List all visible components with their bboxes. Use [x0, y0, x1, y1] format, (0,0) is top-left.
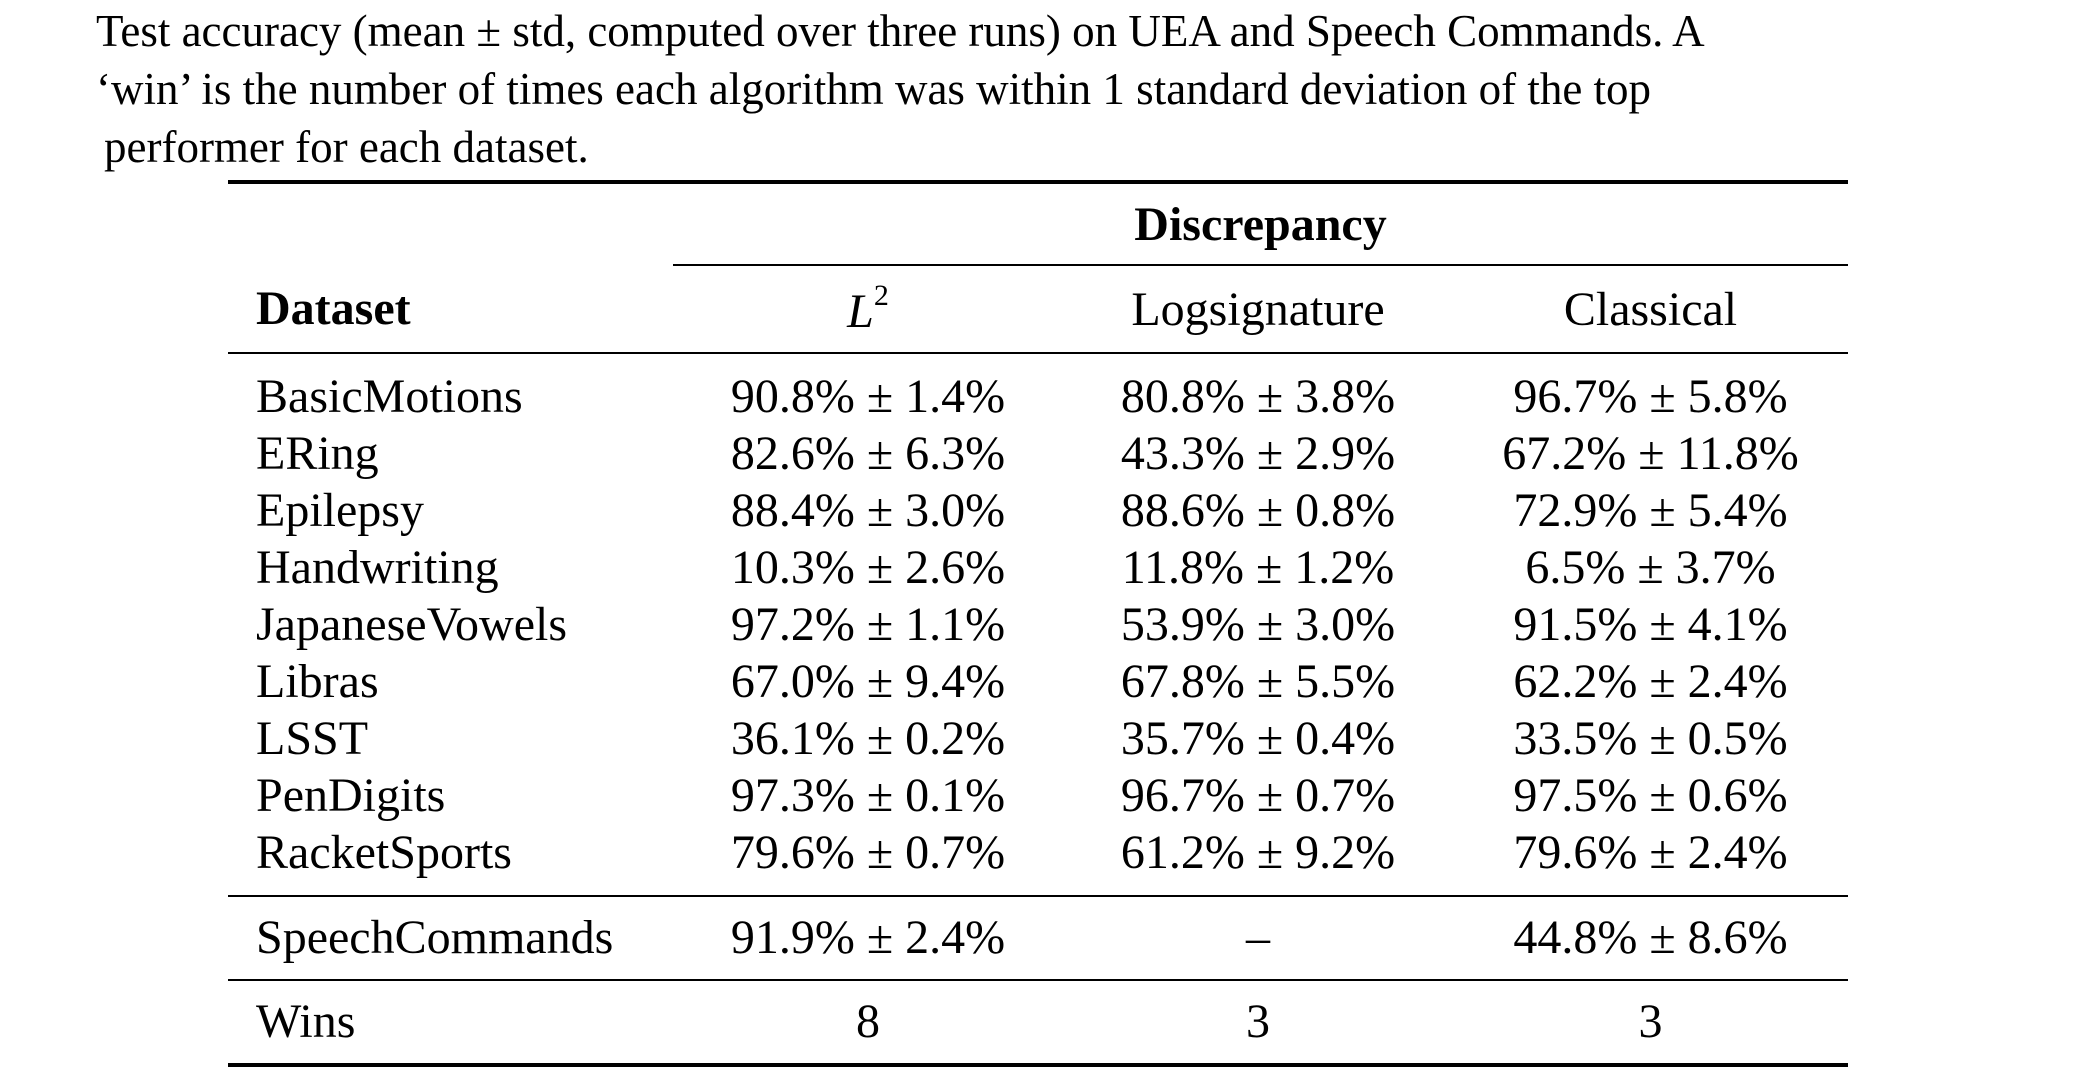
caption-line-2: ‘win’ is the number of times each algorithm was within 1 standard deviation of the top — [96, 64, 1652, 114]
dataset-name: RacketSports — [256, 826, 512, 879]
table-row — [228, 425, 1848, 482]
logsig-value: 96.7% ± 0.7% — [1120, 769, 1396, 822]
dataset-name: PenDigits — [256, 769, 446, 822]
table-row — [228, 653, 1848, 710]
classical-value: 62.2% ± 2.4% — [1513, 655, 1788, 708]
l2-header — [673, 265, 1063, 353]
dataset-name: Libras — [256, 655, 379, 708]
logsig-value: 67.8% ± 5.5% — [1120, 655, 1396, 708]
logsig-value: – — [1063, 896, 1453, 980]
table-row — [228, 767, 1848, 824]
discrepancy-header: Discrepancy — [673, 182, 1848, 265]
logsignature-header: Logsignature — [1063, 265, 1453, 353]
dataset-name: Handwriting — [256, 541, 499, 594]
l2-value: 10.3% ± 2.6% — [730, 541, 1006, 594]
table-caption — [96, 2, 1976, 176]
dataset-name: ERing — [256, 427, 379, 480]
l2-value: 79.6% ± 0.7% — [730, 826, 1006, 879]
classical-value: 96.7% ± 5.8% — [1513, 370, 1788, 423]
l2-value: 97.2% ± 1.1% — [730, 598, 1006, 651]
l2-value: 91.9% ± 2.4% — [673, 896, 1063, 980]
dataset-name: LSST — [256, 712, 369, 765]
dataset-name: Epilepsy — [256, 484, 424, 537]
table-row — [228, 824, 1848, 896]
logsig-value: 80.8% ± 3.8% — [1120, 370, 1396, 423]
wins-label: Wins — [228, 980, 673, 1065]
caption-line-1: Test accuracy (mean ± std, computed over three runs) on UEA and Speech Commands. A — [96, 6, 1705, 56]
column-header-row — [228, 265, 1848, 353]
l2-value: 90.8% ± 1.4% — [730, 370, 1006, 423]
table-row — [228, 596, 1848, 653]
l2-header-base: L — [847, 285, 874, 338]
logsig-value: 61.2% ± 9.2% — [1120, 826, 1396, 879]
classical-value: 97.5% ± 0.6% — [1513, 769, 1788, 822]
wins-row — [228, 980, 1848, 1065]
logsig-value: 88.6% ± 0.8% — [1120, 484, 1396, 537]
l2-value: 36.1% ± 0.2% — [730, 712, 1006, 765]
logsig-value: 11.8% ± 1.2% — [1121, 541, 1395, 594]
classical-value: 79.6% ± 2.4% — [1513, 826, 1788, 879]
dataset-name: BasicMotions — [256, 370, 523, 423]
classical-value: 33.5% ± 0.5% — [1513, 712, 1788, 765]
classical-value: 91.5% ± 4.1% — [1513, 598, 1788, 651]
l2-value: 82.6% ± 6.3% — [730, 427, 1006, 480]
dataset-name: JapaneseVowels — [256, 598, 568, 651]
logsig-value: 53.9% ± 3.0% — [1120, 598, 1396, 651]
table-row — [228, 482, 1848, 539]
logsig-value: 43.3% ± 2.9% — [1120, 427, 1396, 480]
caption-line-3: performer for each dataset. — [104, 122, 589, 172]
l2-header-superscript: 2 — [873, 279, 889, 312]
l2-value: 67.0% ± 9.4% — [730, 655, 1006, 708]
group-header-spacer — [228, 182, 673, 265]
logsig-value: 35.7% ± 0.4% — [1120, 712, 1396, 765]
classical-header: Classical — [1453, 265, 1848, 353]
table-row — [228, 710, 1848, 767]
classical-value: 72.9% ± 5.4% — [1513, 484, 1788, 537]
l2-value: 97.3% ± 0.1% — [730, 769, 1006, 822]
dataset-header: Dataset — [228, 265, 673, 353]
classical-value: 6.5% ± 3.7% — [1525, 541, 1776, 594]
classical-wins: 3 — [1453, 980, 1848, 1065]
table-row — [228, 539, 1848, 596]
table-row — [228, 353, 1848, 425]
l2-wins: 8 — [673, 980, 1063, 1065]
classical-value: 67.2% ± 11.8% — [1502, 427, 1799, 480]
l2-value: 88.4% ± 3.0% — [730, 484, 1006, 537]
classical-value: 44.8% ± 8.6% — [1453, 896, 1848, 980]
dataset-name: SpeechCommands — [228, 896, 673, 980]
logsig-wins: 3 — [1063, 980, 1453, 1065]
results-table — [228, 180, 1848, 1067]
group-header-row — [228, 182, 1848, 265]
speech-commands-row — [228, 896, 1848, 980]
